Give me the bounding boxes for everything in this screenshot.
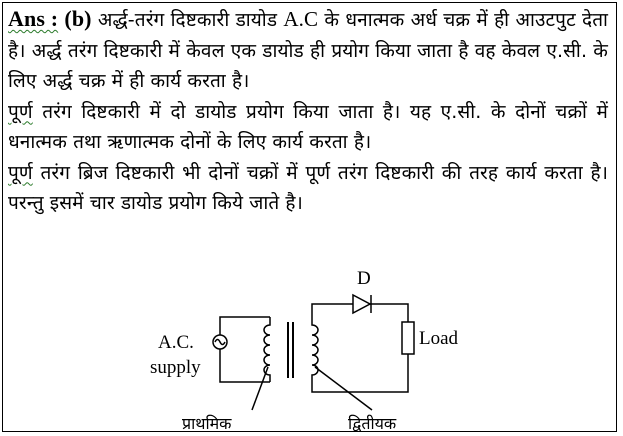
paragraph-2-first-word: पूर्ण bbox=[8, 100, 33, 123]
rectifier-circuit-diagram bbox=[140, 262, 480, 432]
secondary-coil bbox=[312, 317, 318, 382]
primary-pointer-line bbox=[252, 367, 268, 410]
ac-term: A.C bbox=[283, 7, 319, 31]
load-resistor bbox=[402, 322, 414, 354]
paragraph-1b: के धनात्मक अर्ध चक्र में ही आउटपुट देता है। अर्द्ध तरंग दिष्टकारी में केवल एक डायोड ही प्रयोग किया जाता है वह केवल ए.सी. के लिए अर्द्ध चक्र में ही कार्य करता है। bbox=[8, 9, 609, 92]
primary-coil-label: प्राथमिक bbox=[182, 414, 232, 432]
diode-label: D bbox=[357, 268, 371, 289]
answer-label: Ans : bbox=[8, 6, 59, 31]
primary-circuit-wire bbox=[220, 317, 270, 382]
answer-option: (b) bbox=[64, 6, 92, 31]
paragraph-2: तरंग दिष्टकारी में दो डायोड प्रयोग किया जाता है। यह ए.सी. के दोनों चक्रों में धनात्मक तथा ऋणात्मक दोनों के लिए कार्य करता है। bbox=[8, 100, 609, 153]
paragraph-3-first-word: पूर्ण bbox=[8, 161, 33, 184]
secondary-coil-label: द्वितीयक bbox=[348, 414, 397, 432]
primary-coil bbox=[264, 317, 270, 382]
diode-symbol bbox=[353, 295, 371, 313]
paragraph-3: तरंग ब्रिज दिष्टकारी भी दोनों चक्रों में पूर्ण तरंग दिष्टकारी की तरह कार्य करता है। परन्तु इसमें चार डायोड प्रयोग किये जाते है। bbox=[8, 161, 609, 214]
ac-source-symbol bbox=[213, 335, 227, 349]
secondary-circuit-wire bbox=[312, 304, 408, 392]
paragraph-1a: अर्द्ध-तरंग दिष्टकारी डायोड bbox=[97, 9, 278, 31]
ac-supply-label-line1: A.C. bbox=[158, 332, 194, 353]
load-label: Load bbox=[419, 328, 459, 349]
answer-text bbox=[8, 4, 608, 219]
ac-supply-label-line2: supply bbox=[150, 357, 201, 378]
secondary-pointer-line bbox=[315, 367, 372, 410]
